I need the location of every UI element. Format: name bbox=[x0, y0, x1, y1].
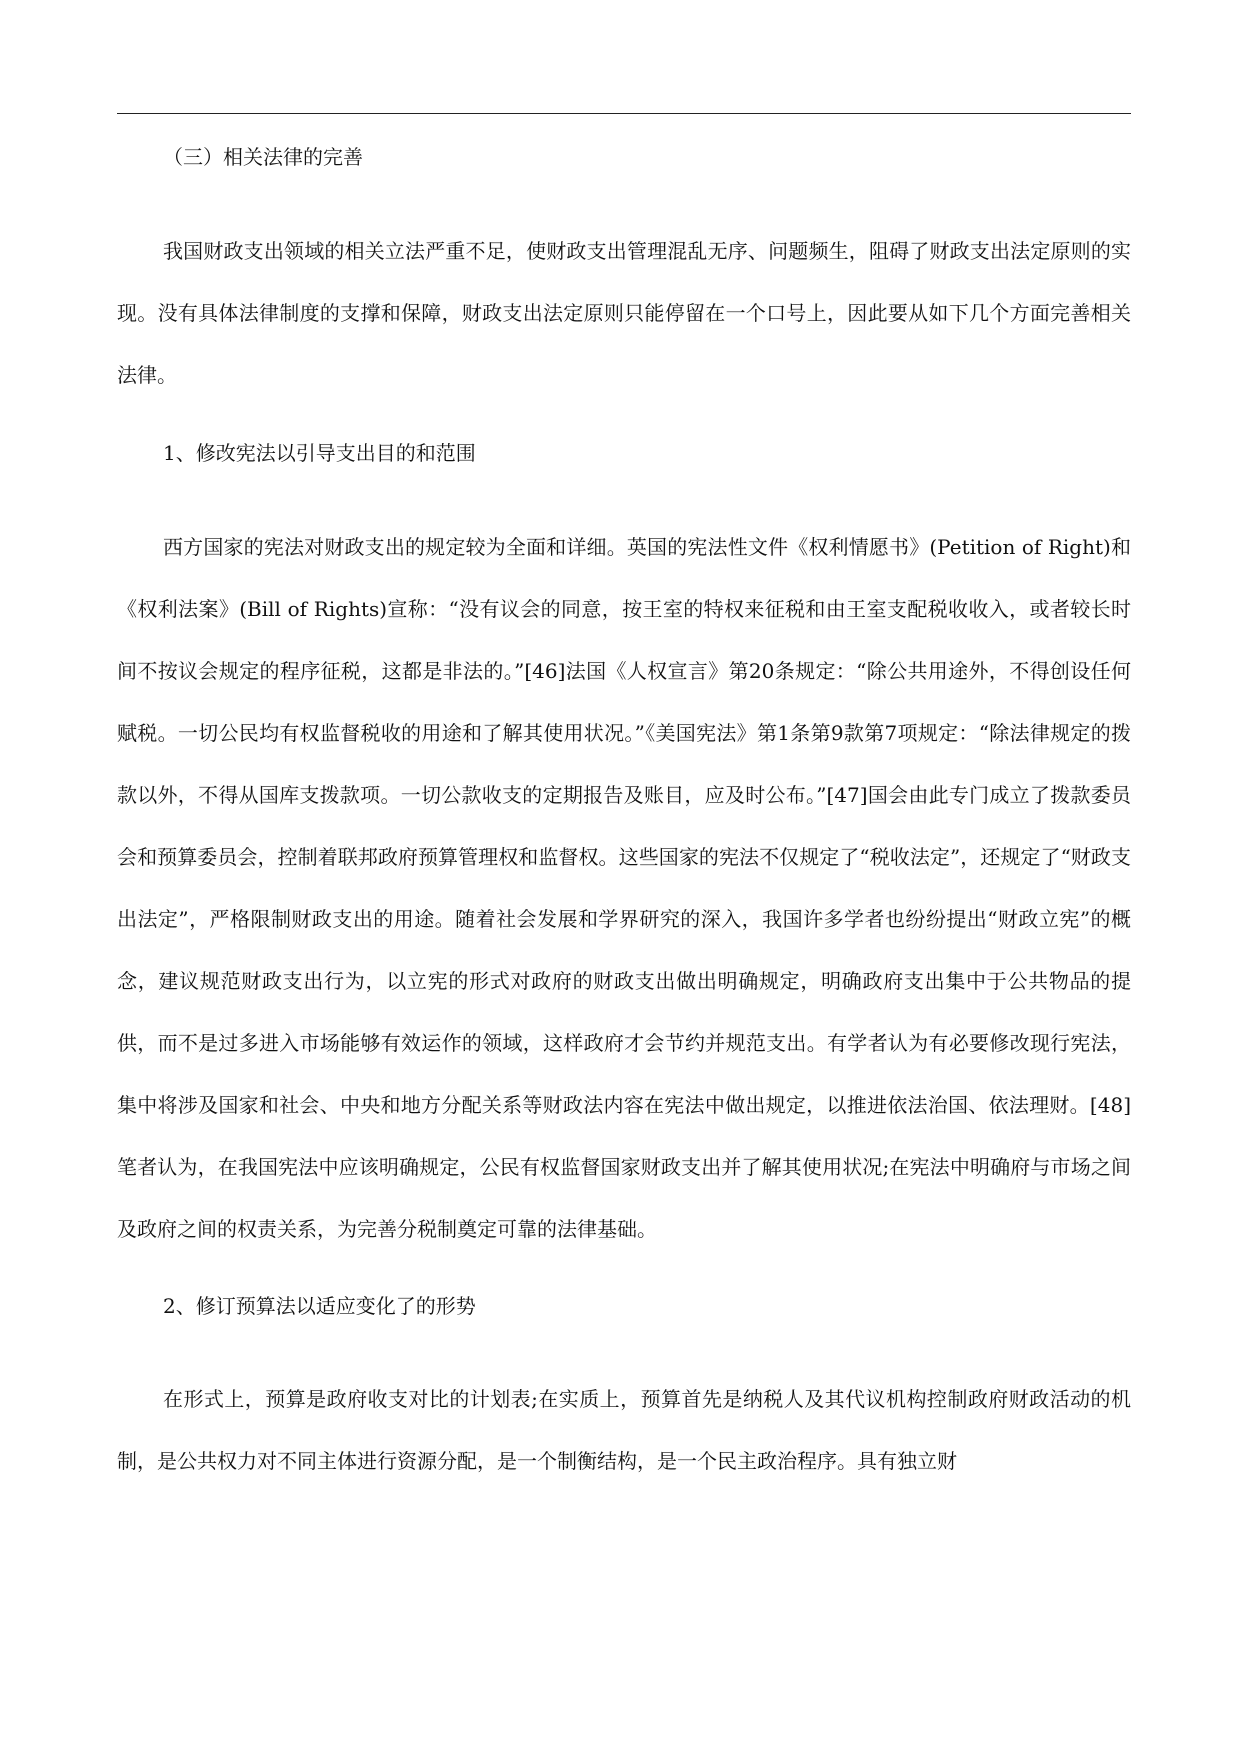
paragraph: 在形式上，预算是政府收支对比的计划表;在实质上，预算首先是纳税人及其代议机构控制政府财政活动的机制，是公共权力对不同主体进行资源分配，是一个制衡结构，是一个民主政治程序。具有独立财 bbox=[117, 1387, 1131, 1473]
paragraph: 西方国家的宪法对财政支出的规定较为全面和详细。英国的宪法性文件《权利情愿书》(Petition of Right)和《权利法案》(Bill of Rights)宣称：“没有议会的同意，按王室的特权来征税和由王室支配税收收入，或者较长时间不按议会规定的程序征税，这都是非法的。”[46]法国《人权宣言》第20条规定：“除公共用途外，不得创设任何赋税。一切公民均有权监督税收的用途和了解其使用状况。”《美国宪法》第1条第9款第7项规定：“除法律规定的拨款以外，不得从国库支拨款项。一切公款收支的定期报告及账目，应及时公布。”[47]国会由此专门成立了拨款委员会和预算委员会，控制着联邦政府预算管理权和监督权。这些国家的宪法不仅规定了“税收法定”，还规定了“财政支出法定”，严格限制财政支出的用途。随着社会发展和学界研究的深入，我国许多学者也纷纷提出“财政立宪”的概念，建议规范财政支出行为，以立宪的形式对政府的财政支出做出明确规定，明确政府支出集中于公共物品的提供，而不是过多进入市场能够有效运作的领域，这样政府才会节约并规范支出。有学者认为有必要修改现行宪法，集中将涉及国家和社会、中央和地方分配关系等财政法内容在宪法中做出规定，以推进依法治国、依法理财。[48]笔者认为，在我国宪法中应该明确规定，公民有权监督国家财政支出并了解其使用状况;在宪法中明确府与市场之间及政府之间的权责关系，为完善分税制奠定可靠的法律基础。 bbox=[117, 535, 1131, 1241]
section-heading: 1、修改宪法以引导支出目的和范围 bbox=[163, 441, 476, 465]
header-rule bbox=[117, 113, 1131, 114]
section-heading: （三）相关法律的完善 bbox=[163, 145, 363, 169]
section-heading: 2、修订预算法以适应变化了的形势 bbox=[163, 1294, 476, 1318]
paragraph: 我国财政支出领域的相关立法严重不足，使财政支出管理混乱无序、问题频生，阻碍了财政支出法定原则的实现。没有具体法律制度的支撑和保障，财政支出法定原则只能停留在一个口号上，因此要从如下几个方面完善相关法律。 bbox=[117, 239, 1131, 387]
document-body bbox=[117, 142, 1131, 1492]
